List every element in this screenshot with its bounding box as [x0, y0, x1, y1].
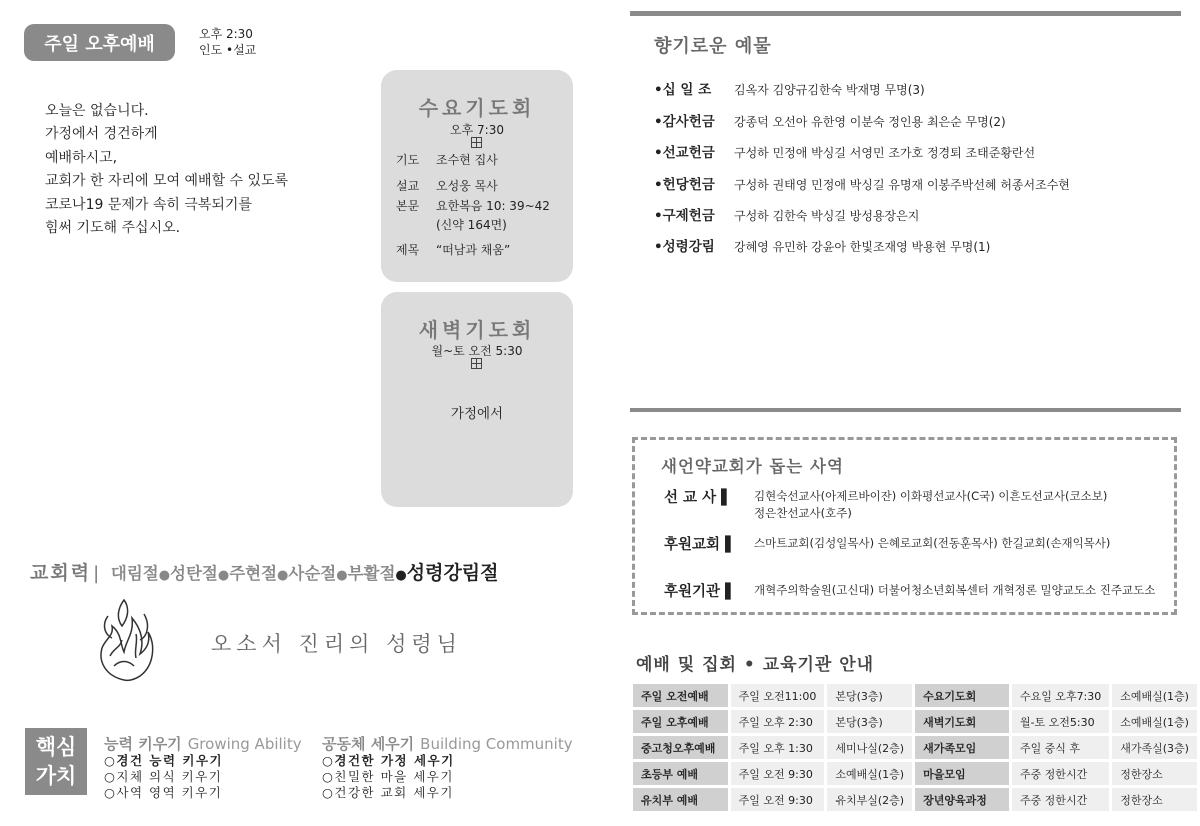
- schedule-cell: 정한장소: [1112, 762, 1197, 785]
- message-line: 예배하시고,: [45, 149, 118, 166]
- wednesday-text-page: [436, 216, 507, 233]
- divider: |: [93, 563, 100, 584]
- value-item: ○사역 영역 키우기: [104, 785, 223, 800]
- calendar-season: 성탄절: [170, 564, 218, 583]
- schedule-cell: 주일 오후 1:30: [731, 736, 825, 759]
- mission-line: 정은찬선교사(호주): [754, 506, 852, 520]
- schedule-cell: 새가족모임: [915, 736, 1009, 759]
- row-value: 오성웅 목사: [436, 179, 498, 193]
- schedule-cell: 소예배실(1층): [1112, 684, 1197, 707]
- offering-type: •선교헌금: [654, 145, 715, 161]
- mission-line: 개혁주의학술원(고신대) 더불어청소년회복센터 개혁정론 밀양교도소 진주교도소: [754, 583, 1156, 597]
- value-item: ○경건한 가정 세우기: [322, 753, 455, 768]
- dawn-prayer-box: [381, 292, 573, 507]
- offering-names: 김옥자 김양규김한숙 박재명 무명(3): [734, 83, 925, 97]
- middle-rule: [630, 408, 1181, 412]
- schedule-cell: 마을모임: [915, 762, 1009, 785]
- core-value-ability-list: [104, 753, 223, 801]
- value-title: 공동체 세우기: [322, 735, 415, 753]
- calendar-motto: 오소서 진리의 성령님: [211, 632, 462, 656]
- mission-type: 선 교 사 ▌: [664, 490, 733, 506]
- wednesday-title: 수요기도회: [418, 96, 536, 120]
- message-line: 교회가 한 자리에 모여 예배할 수 있도록: [45, 173, 289, 190]
- mission-names: [754, 488, 1107, 522]
- mission-names: [754, 535, 1110, 552]
- table-row: [633, 736, 1197, 759]
- dawn-note: 가정에서: [450, 406, 504, 422]
- row-label: 설교: [396, 179, 420, 193]
- table-row: [633, 684, 1197, 707]
- offering-type: •성령강림: [654, 239, 715, 255]
- row-value: “떠남과 채움”: [436, 243, 511, 257]
- offering-type: •구제헌금: [654, 208, 715, 224]
- plus-icon: [471, 137, 482, 148]
- top-rule: [630, 11, 1181, 16]
- bullet-icon: ●: [217, 568, 230, 583]
- offering-names: 구성하 권태영 민정애 박싱길 유명재 이봉주박선혜 허종서조수현: [734, 178, 1070, 192]
- value-item: ○건강한 교회 세우기: [322, 785, 454, 800]
- schedule-cell: 소예배실(1층): [1112, 710, 1197, 733]
- schedule-cell: 정한장소: [1112, 788, 1197, 811]
- schedule-cell: 본당(3층): [827, 684, 912, 707]
- offering-names: 구성하 민정애 박싱길 서영민 조가호 정경퇴 조태준황란선: [734, 146, 1036, 160]
- dawn-time: 월~토 오전 5:30: [431, 344, 523, 358]
- row-value: 조수현 집사: [436, 153, 498, 167]
- calendar-season: 사순절: [288, 564, 337, 583]
- schedule-cell: 소예배실(1층): [827, 762, 912, 785]
- wednesday-prayer-box: [381, 70, 573, 282]
- row-value: (신약 164면): [436, 218, 507, 232]
- schedule-cell: 주일 오후 2:30: [731, 710, 825, 733]
- offering-type: •십 일 조: [654, 82, 712, 98]
- schedule-title: 예배 및 집회 • 교육기관 안내: [636, 655, 875, 675]
- calendar-season: 부활절: [347, 564, 396, 583]
- offering-row: [654, 78, 925, 98]
- schedule-cell: 주일 중식 후: [1012, 736, 1109, 759]
- sunday-afternoon-time: 오후 2:30: [199, 27, 253, 41]
- core-value-community-title: [322, 733, 573, 754]
- schedule-table: [630, 681, 1200, 814]
- calendar-active-season: 성령강림절: [406, 562, 499, 584]
- offering-names: 구성하 김한숙 박싱길 방성용장은지: [734, 209, 920, 223]
- offerings-title: 향기로운 예물: [654, 36, 772, 57]
- sunday-afternoon-title: 주일 오후예배: [24, 24, 175, 61]
- offering-names: 강종덕 오선아 유한영 이분숙 정인용 최은순 무명(2): [734, 115, 1006, 129]
- calendar-label: 교회력: [30, 562, 92, 584]
- row-label: 본문: [396, 199, 420, 213]
- table-row: [633, 788, 1197, 811]
- value-title-en: Building Community: [420, 735, 573, 753]
- value-item: ○친밀한 마을 세우기: [322, 769, 454, 784]
- mission-type: 후원교회 ▌: [664, 537, 737, 553]
- message-line: 코로나19 문제가 속히 극복되기를: [45, 196, 252, 213]
- offering-row: [654, 173, 1070, 193]
- message-line: 오늘은 없습니다.: [45, 103, 149, 119]
- schedule-cell: 유치부 예배: [633, 788, 728, 811]
- offering-type: •헌당헌금: [654, 177, 715, 193]
- mission-line: 스마트교회(김성일목사) 은혜로교회(전동훈목사) 한길교회(손재익목사): [754, 536, 1111, 550]
- schedule-cell: 새가족실(3층): [1112, 736, 1197, 759]
- schedule-cell: 주일 오전 9:30: [731, 788, 825, 811]
- schedule-cell: 주일 오전예배: [633, 684, 728, 707]
- bullet-icon: ●: [277, 568, 289, 583]
- schedule-cell: 주일 오전 9:30: [731, 762, 825, 785]
- offering-row: [654, 110, 1006, 130]
- bullet-icon: ●: [336, 568, 348, 583]
- row-label: 기도: [396, 153, 420, 167]
- table-row: [633, 762, 1197, 785]
- schedule-cell: 초등부 예배: [633, 762, 728, 785]
- message-line: 힘써 기도해 주십시오.: [45, 220, 181, 237]
- schedule-cell: 중고청오후예배: [633, 736, 728, 759]
- wednesday-time: 오후 7:30: [450, 123, 504, 137]
- sunday-afternoon-message: [45, 100, 365, 240]
- row-label: 제목: [396, 243, 420, 257]
- schedule-cell: 수요기도회: [915, 684, 1009, 707]
- core-value-community-list: [322, 753, 455, 801]
- mission-type: 후원기관 ▌: [664, 584, 737, 600]
- calendar-season: 주현절: [229, 564, 278, 583]
- bullet-icon: ●: [395, 568, 407, 583]
- bullet-icon: ●: [158, 568, 171, 583]
- value-item: ○지체 의식 키우기: [104, 769, 223, 784]
- offering-type: •감사헌금: [654, 114, 715, 130]
- offering-row: [654, 141, 1035, 161]
- dawn-title: 새벽기도회: [418, 318, 536, 342]
- core-values-line: 핵심: [35, 735, 77, 759]
- schedule-cell: 주중 정한시간: [1012, 788, 1109, 811]
- schedule-cell: 수요일 오후7:30: [1012, 684, 1109, 707]
- holy-spirit-flame-icon: [88, 596, 160, 684]
- value-title: 능력 키우기: [104, 735, 182, 753]
- schedule-cell: 월-토 오전5:30: [1012, 710, 1109, 733]
- schedule-cell: 유치부실(2층): [827, 788, 912, 811]
- offering-row: [654, 235, 990, 255]
- schedule-cell: 주일 오후예배: [633, 710, 728, 733]
- row-value: 요한복음 10: 39~42: [436, 199, 550, 213]
- value-title-en: Growing Ability: [187, 735, 302, 753]
- schedule-cell: 본당(3층): [827, 710, 912, 733]
- message-line: 가정에서 경건하게: [45, 126, 158, 143]
- schedule-cell: 새벽기도회: [915, 710, 1009, 733]
- schedule-cell: 장년양육과정: [915, 788, 1009, 811]
- value-item: ○경건 능력 키우기: [104, 753, 224, 768]
- calendar-season: 대림절: [110, 564, 159, 583]
- schedule-cell: 세미나실(2층): [827, 736, 912, 759]
- mission-names: [754, 582, 1155, 599]
- sunday-afternoon-leader: 인도 •설교: [199, 43, 257, 57]
- table-row: [633, 710, 1197, 733]
- offering-row: [654, 204, 919, 224]
- plus-icon: [471, 358, 482, 369]
- schedule-cell: 주중 정한시간: [1012, 762, 1109, 785]
- core-values-label: [25, 728, 87, 795]
- missions-title: 새언약교회가 돕는 사역: [661, 457, 844, 476]
- mission-line: 김현숙선교사(아제르바이잔) 이화평선교사(C국) 이흔도선교사(코소보): [754, 489, 1108, 503]
- church-calendar: [30, 558, 499, 585]
- offering-names: 강혜영 유민하 강윤아 한빛조재영 박용현 무명(1): [734, 240, 991, 254]
- core-values-line: 가치: [35, 764, 77, 788]
- core-value-ability-title: [104, 733, 302, 754]
- schedule-cell: 주일 오전11:00: [731, 684, 825, 707]
